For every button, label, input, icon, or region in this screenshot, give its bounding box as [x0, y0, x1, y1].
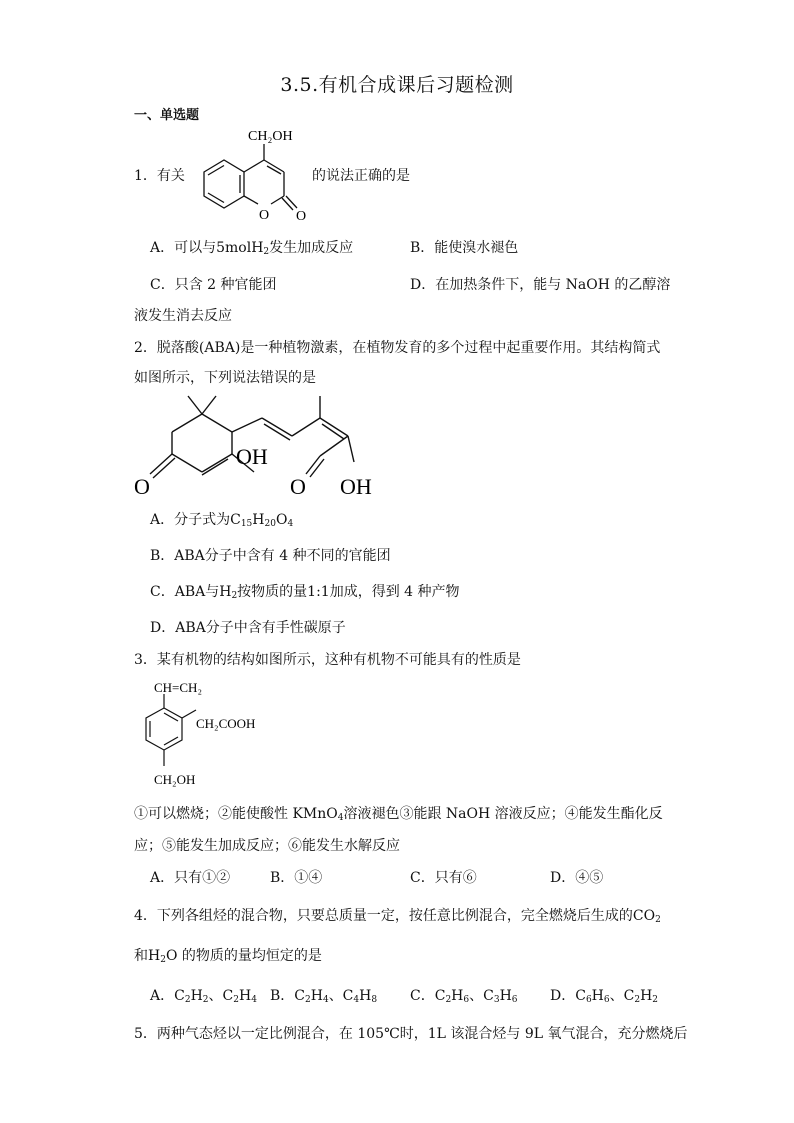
q1-carbonyl-o: O	[296, 209, 307, 224]
section-heading: 一、单选题	[134, 108, 200, 123]
q2-acid-oh: OH	[340, 474, 372, 499]
q3-option-c: C．只有⑥	[410, 870, 477, 886]
q2-option-b: B．ABA分子中含有 4 种不同的官能团	[150, 548, 391, 564]
q1-stem-b: 的说法正确的是	[312, 168, 410, 184]
q4-option-c: C．$C_2H_6$、$C_3H_6$	[410, 988, 518, 1005]
q3-hydroxymethyl-label: CH₂OH	[154, 772, 196, 787]
q2-stem-line1: 2．脱落酸(ABA)是一种植物激素，在植物发育的多个过程中起重要作用。其结构简式	[134, 340, 661, 356]
q1-ch2oh-label: CH₂OH	[248, 129, 293, 144]
q3-option-b: B．①④	[270, 870, 323, 886]
q2-option-a: A．分子式为$C_{15}H_{20}O_4$	[150, 512, 294, 529]
q2-hydroxyl-label: OH	[236, 444, 268, 469]
q2-stem-line2: 如图所示，下列说法错误的是	[134, 370, 316, 386]
q3-properties-line1: ①可以燃烧；②能使酸性 KMnO$_4$溶液褪色③能跟 NaOH 溶液反应；④能发生酯化反	[134, 806, 663, 823]
q1-stem-a: 1．有关	[134, 168, 185, 184]
q3-option-d: D．④⑤	[550, 870, 604, 886]
q5-stem: 5．两种气态烃以一定比例混合，在 105℃时，1L 该混合烃与 9L 氧气混合，充分燃烧后	[134, 1026, 688, 1042]
q3-stem: 3．某有机物的结构如图所示，这种有机物不可能具有的性质是	[134, 652, 521, 668]
q4-stem-line2: 和$H_2O$ 的物质的量均恒定的是	[134, 948, 322, 965]
q3-properties-line2: 应；⑤能发生加成反应；⑥能发生水解反应	[134, 838, 400, 854]
q3-vinyl-label: CH=CH₂	[154, 680, 202, 695]
q4-option-d: D．$C_6H_6$、$C_2H_2$	[550, 988, 659, 1005]
q4-option-b: B．$C_2H_4$、$C_4H_8$	[270, 988, 378, 1005]
q1-option-a: A．可以与5molH$_2$发生加成反应	[150, 240, 354, 257]
q1-option-d-cont: 液发生消去反应	[134, 308, 232, 324]
q4-stem-line1: 4．下列各组烃的混合物，只要总质量一定，按任意比例混合，完全燃烧后生成的$CO_2$	[134, 908, 661, 925]
q1-option-b: B．能使溴水褪色	[410, 240, 519, 256]
q4-option-a: A．$C_2H_2$、$C_2H_4$	[150, 988, 257, 1005]
q3-acetic-label: CH₂COOH	[196, 716, 256, 731]
q2-option-d: D．ABA分子中含有手性碳原子	[150, 620, 346, 636]
q1-structure	[180, 120, 315, 230]
q3-structure	[134, 678, 284, 794]
page-title: 3.5.有机合成课后习题检测	[280, 74, 514, 96]
q2-acid-o: O	[290, 474, 306, 499]
q2-ketone-o: O	[134, 474, 150, 499]
q1-option-c: C．只含 2 种官能团	[150, 277, 277, 293]
q2-option-c: C．ABA与$H_2$按物质的量1:1加成，得到 4 种产物	[150, 584, 460, 601]
q1-option-d: D．在加热条件下，能与 NaOH 的乙醇溶	[410, 277, 671, 293]
q1-ring-o: O	[259, 208, 270, 223]
q3-option-a: A．只有①②	[150, 870, 231, 886]
q2-structure	[130, 392, 390, 502]
